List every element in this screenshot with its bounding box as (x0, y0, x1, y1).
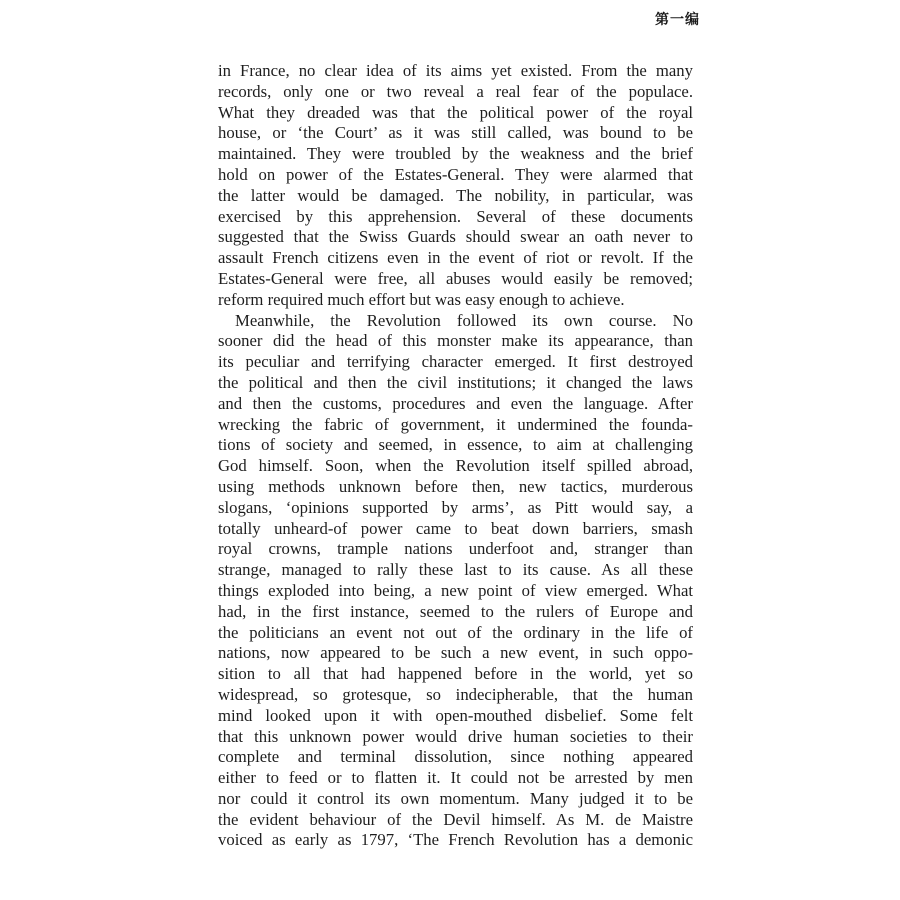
text-line: wrecking the fabric of government, it undermined the founda- (218, 414, 693, 434)
body-text (218, 61, 693, 851)
text-line: using methods unknown before then, new tactics, murderous (218, 476, 693, 496)
text-line: widespread, so grotesque, so indecipherable, that the human (218, 684, 693, 704)
running-header-section-label: 第一编 (655, 12, 700, 28)
text-line: slogans, ‘opinions supported by arms’, as Pitt would say, a (218, 497, 693, 517)
text-line: tions of society and seemed, in essence, to aim at challenging (218, 435, 693, 455)
text-line: that this unknown power would drive human societies to their (218, 726, 693, 746)
text-line: house, or ‘the Court’ as it was still called, was bound to be (218, 123, 693, 143)
text-line: the evident behaviour of the Devil himself. As M. de Maistre (218, 809, 693, 829)
text-line: strange, managed to rally these last to its cause. As all these (218, 560, 693, 580)
text-line: nor could it control its own momentum. Many judged it to be (218, 788, 693, 808)
paragraph (218, 311, 693, 852)
text-line: either to feed or to flatten it. It could not be arrested by men (218, 768, 693, 788)
text-line: sooner did the head of this monster make its appearance, than (218, 331, 693, 351)
text-line: Estates-General were free, all abuses would easily be removed; (218, 268, 693, 288)
paragraph (218, 61, 693, 311)
text-line: had, in the first instance, seemed to the rulers of Europe and (218, 601, 693, 621)
text-line: the politicians an event not out of the ordinary in the life of (218, 622, 693, 642)
text-line: totally unheard-of power came to beat down barriers, smash (218, 518, 693, 538)
text-line: sition to all that had happened before in the world, yet so (218, 664, 693, 684)
text-line: the latter would be damaged. The nobility, in particular, was (218, 185, 693, 205)
text-line: nations, now appeared to be such a new event, in such oppo- (218, 643, 693, 663)
text-line: assault French citizens even in the event of riot or revolt. If the (218, 248, 693, 268)
text-line: complete and terminal dissolution, since nothing appeared (218, 747, 693, 767)
text-line: reform required much effort but was easy enough to achieve. (218, 289, 625, 309)
text-line: the political and then the civil institutions; it changed the laws (218, 372, 693, 392)
text-line: mind looked upon it with open-mouthed disbelief. Some felt (218, 705, 693, 725)
text-line: royal crowns, trample nations underfoot and, stranger than (218, 539, 693, 559)
paragraph-container (218, 61, 693, 851)
text-line: its peculiar and terrifying character emerged. It first destroyed (218, 352, 693, 372)
text-line: and then the customs, procedures and even the language. After (218, 393, 693, 413)
text-line: hold on power of the Estates-General. They were alarmed that (218, 164, 693, 184)
text-line: voiced as early as 1797, ‘The French Revolution has a demonic (218, 830, 693, 850)
text-line: God himself. Soon, when the Revolution itself spilled abroad, (218, 456, 693, 476)
text-line: What they dreaded was that the political power of the royal (218, 102, 693, 122)
text-line: maintained. They were troubled by the weakness and the brief (218, 144, 693, 164)
text-line: things exploded into being, a new point of view emerged. What (218, 580, 693, 600)
text-line: Meanwhile, the Revolution followed its own course. No (235, 310, 693, 330)
text-line: exercised by this apprehension. Several of these documents (218, 206, 693, 226)
text-line: in France, no clear idea of its aims yet existed. From the many (218, 61, 693, 80)
text-line: suggested that the Swiss Guards should swear an oath never to (218, 227, 693, 247)
text-line: records, only one or two reveal a real fear of the populace. (218, 81, 693, 101)
